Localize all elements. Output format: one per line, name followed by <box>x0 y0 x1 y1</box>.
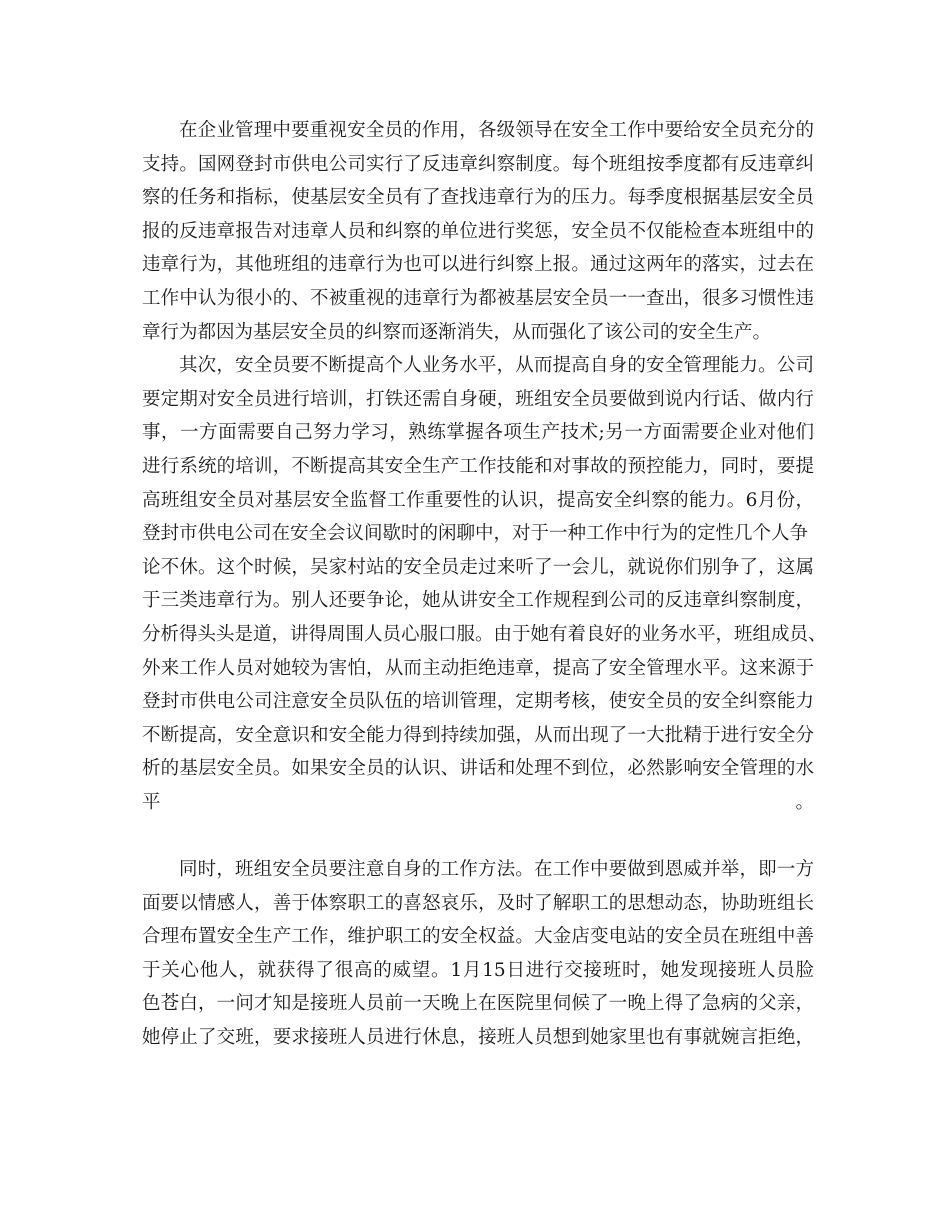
text-line: 高班组安全员对基层安全监督工作重要性的认识，提高安全纠察的能力。6月份， <box>142 489 814 511</box>
text-line: 其次，安全员要不断提高个人业务水平，从而提高自身的安全管理能力。公司 <box>179 355 814 377</box>
paragraph-2 <box>142 349 827 853</box>
text-line: 合理布置安全生产工作，维护职工的安全权益。大金店变电站的安全员在班组中善 <box>142 926 814 948</box>
text-line: 工作中认为很小的、不被重视的违章行为都被基层安全员一一查出，很多习惯性违 <box>142 287 814 309</box>
text-line: 色苍白，一问才知是接班人员前一天晚上在医院里伺候了一晚上得了急病的父亲， <box>142 993 814 1015</box>
text-line: 分析得头头是道，讲得周围人员心服口服。由于她有着良好的业务水平，班组成员、 <box>142 623 827 645</box>
text-line: 她停止了交班，要求接班人员进行休息，接班人员想到她家里也有事就婉言拒绝， <box>142 1027 814 1049</box>
text-line: 面要以情感人，善于体察职工的喜怒哀乐，及时了解职工的思想动态，协助班组长 <box>142 892 814 914</box>
paragraph-3 <box>142 853 814 1055</box>
text-line: 登封市供电公司在安全会议间歇时的闲聊中，对于一种工作中行为的定性几个人争 <box>142 523 809 545</box>
text-line: 报的反违章报告对违章人员和纠察的单位进行奖惩，安全员不仅能检查本班组中的 <box>142 220 814 242</box>
text-line: 不断提高，安全意识和安全能力得到持续加强，从而出现了一大批精于进行安全分 <box>142 724 814 746</box>
text-line: 要定期对安全员进行培训，打铁还需自身硬，班组安全员要做到说内行话、做内行 <box>142 388 814 410</box>
text-line: 支持。国网登封市供电公司实行了反违章纠察制度。每个班组按季度都有反违章纠 <box>142 153 814 175</box>
text-line: 事，一方面需要自己努力学习，熟练掌握各项生产技术;另一方面需要企业对他们 <box>142 422 814 444</box>
text-line: 于三类违章行为。别人还要争论，她从讲安全工作规程到公司的反违章纠察制度， <box>142 590 814 612</box>
text-line: 进行系统的培训，不断提高其安全生产工作技能和对事故的预控能力，同时，要提 <box>142 455 814 477</box>
text-line: 章行为都因为基层安全员的纠察而逐渐消失，从而强化了该公司的安全生产。 <box>142 321 772 343</box>
text-line: 登封市供电公司注意安全员队伍的培训管理，定期考核，使安全员的安全纠察能力 <box>142 691 814 713</box>
text-line <box>142 819 814 853</box>
paragraph-1 <box>142 114 814 349</box>
document-body <box>142 114 827 1055</box>
text-line: 析的基层安全员。如果安全员的认识、讲话和处理不到位，必然影响安全管理的水 <box>142 758 814 780</box>
text-line: 同时，班组安全员要注意自身的工作方法。在工作中要做到恩威并举，即一方 <box>179 859 814 881</box>
text-line: 在企业管理中要重视安全员的作用，各级领导在安全工作中要给安全员充分的 <box>179 120 814 141</box>
text-line: 论不休。这个时候，吴家村站的安全员走过来听了一会儿，就说你们别争了，这属 <box>142 556 814 578</box>
text-line: 平。 <box>142 791 814 813</box>
text-line: 于关心他人，就获得了很高的威望。1月15日进行交接班时，她发现接班人员脸 <box>142 959 814 981</box>
text-line: 察的任务和指标，使基层安全员有了查找违章行为的压力。每季度根据基层安全员 <box>142 187 814 209</box>
text-line: 外来工作人员对她较为害怕，从而主动拒绝违章，提高了安全管理水平。这来源于 <box>142 657 814 679</box>
text-line: 违章行为，其他班组的违章行为也可以进行纠察上报。通过这两年的落实，过去在 <box>142 254 814 276</box>
